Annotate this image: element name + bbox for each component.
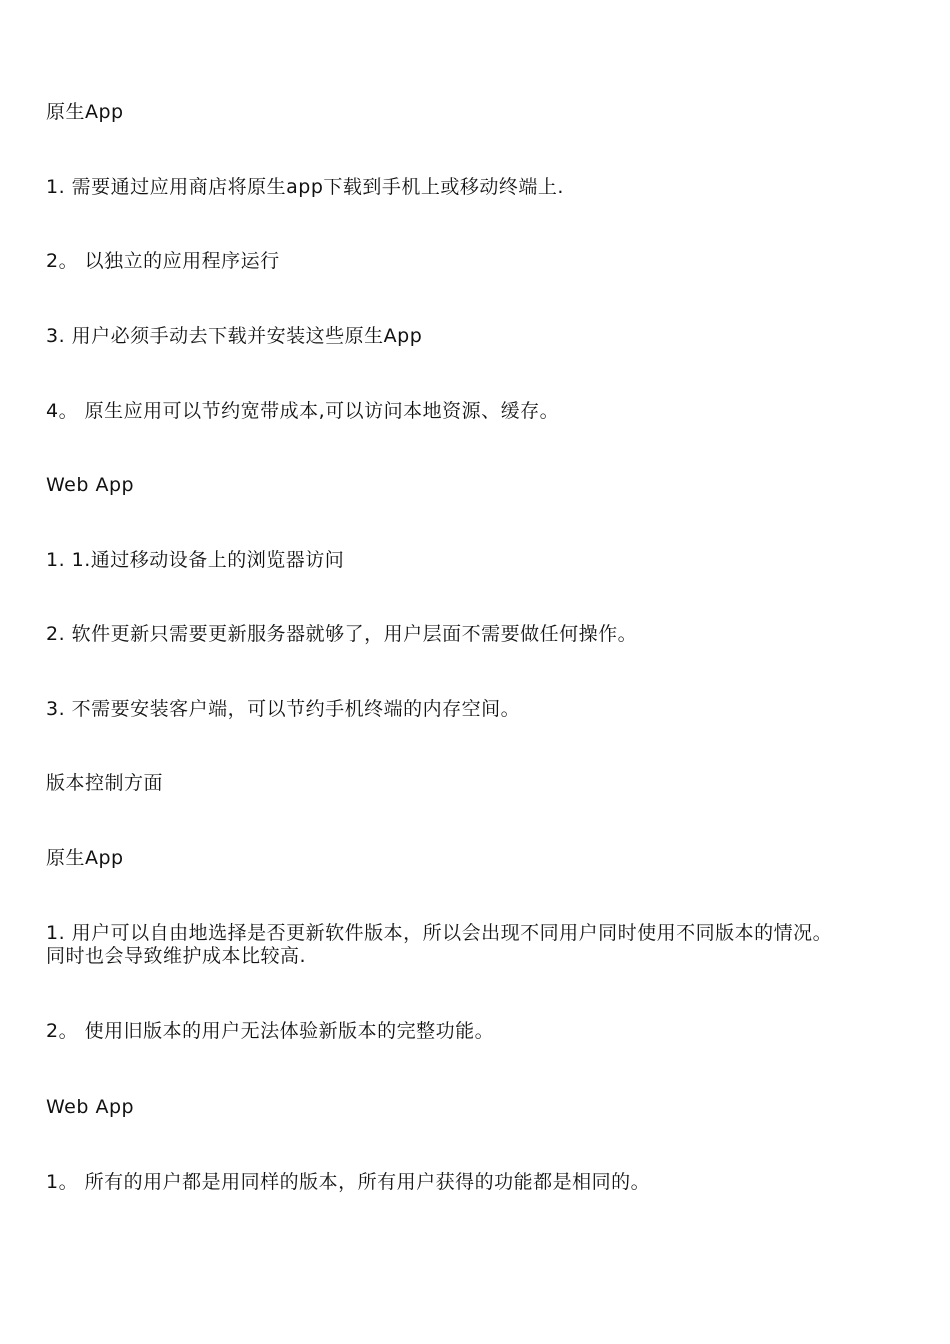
- paragraph: 3. 不需要安装客户端，可以节约手机终端的内存空间。: [46, 698, 521, 720]
- paragraph-continuation: 同时也会导致维护成本比较高.: [46, 945, 307, 967]
- section-heading-version-control: 版本控制方面: [46, 772, 164, 794]
- paragraph: 1. 需要通过应用商店将原生app下载到手机上或移动终端上.: [46, 176, 564, 198]
- heading-native-app: 原生App: [46, 847, 124, 869]
- paragraph: 1. 1.通过移动设备上的浏览器访问: [46, 549, 345, 571]
- paragraph: 2。 以独立的应用程序运行: [46, 250, 280, 272]
- heading-web-app: Web App: [46, 474, 135, 496]
- paragraph: 1。 所有的用户都是用同样的版本，所有用户获得的功能都是相同的。: [46, 1171, 651, 1193]
- paragraph: 3. 用户必须手动去下载并安装这些原生App: [46, 325, 423, 347]
- paragraph: 1. 用户可以自由地选择是否更新软件版本，所以会出现不同用户同时使用不同版本的情况。: [46, 922, 833, 944]
- paragraph: 2. 软件更新只需要更新服务器就够了，用户层面不需要做任何操作。: [46, 623, 638, 645]
- paragraph: 4。 原生应用可以节约宽带成本,可以访问本地资源、缓存。: [46, 400, 560, 422]
- heading-native-app: 原生App: [46, 101, 124, 123]
- paragraph: 2。 使用旧版本的用户无法体验新版本的完整功能。: [46, 1020, 495, 1042]
- heading-web-app: Web App: [46, 1096, 135, 1118]
